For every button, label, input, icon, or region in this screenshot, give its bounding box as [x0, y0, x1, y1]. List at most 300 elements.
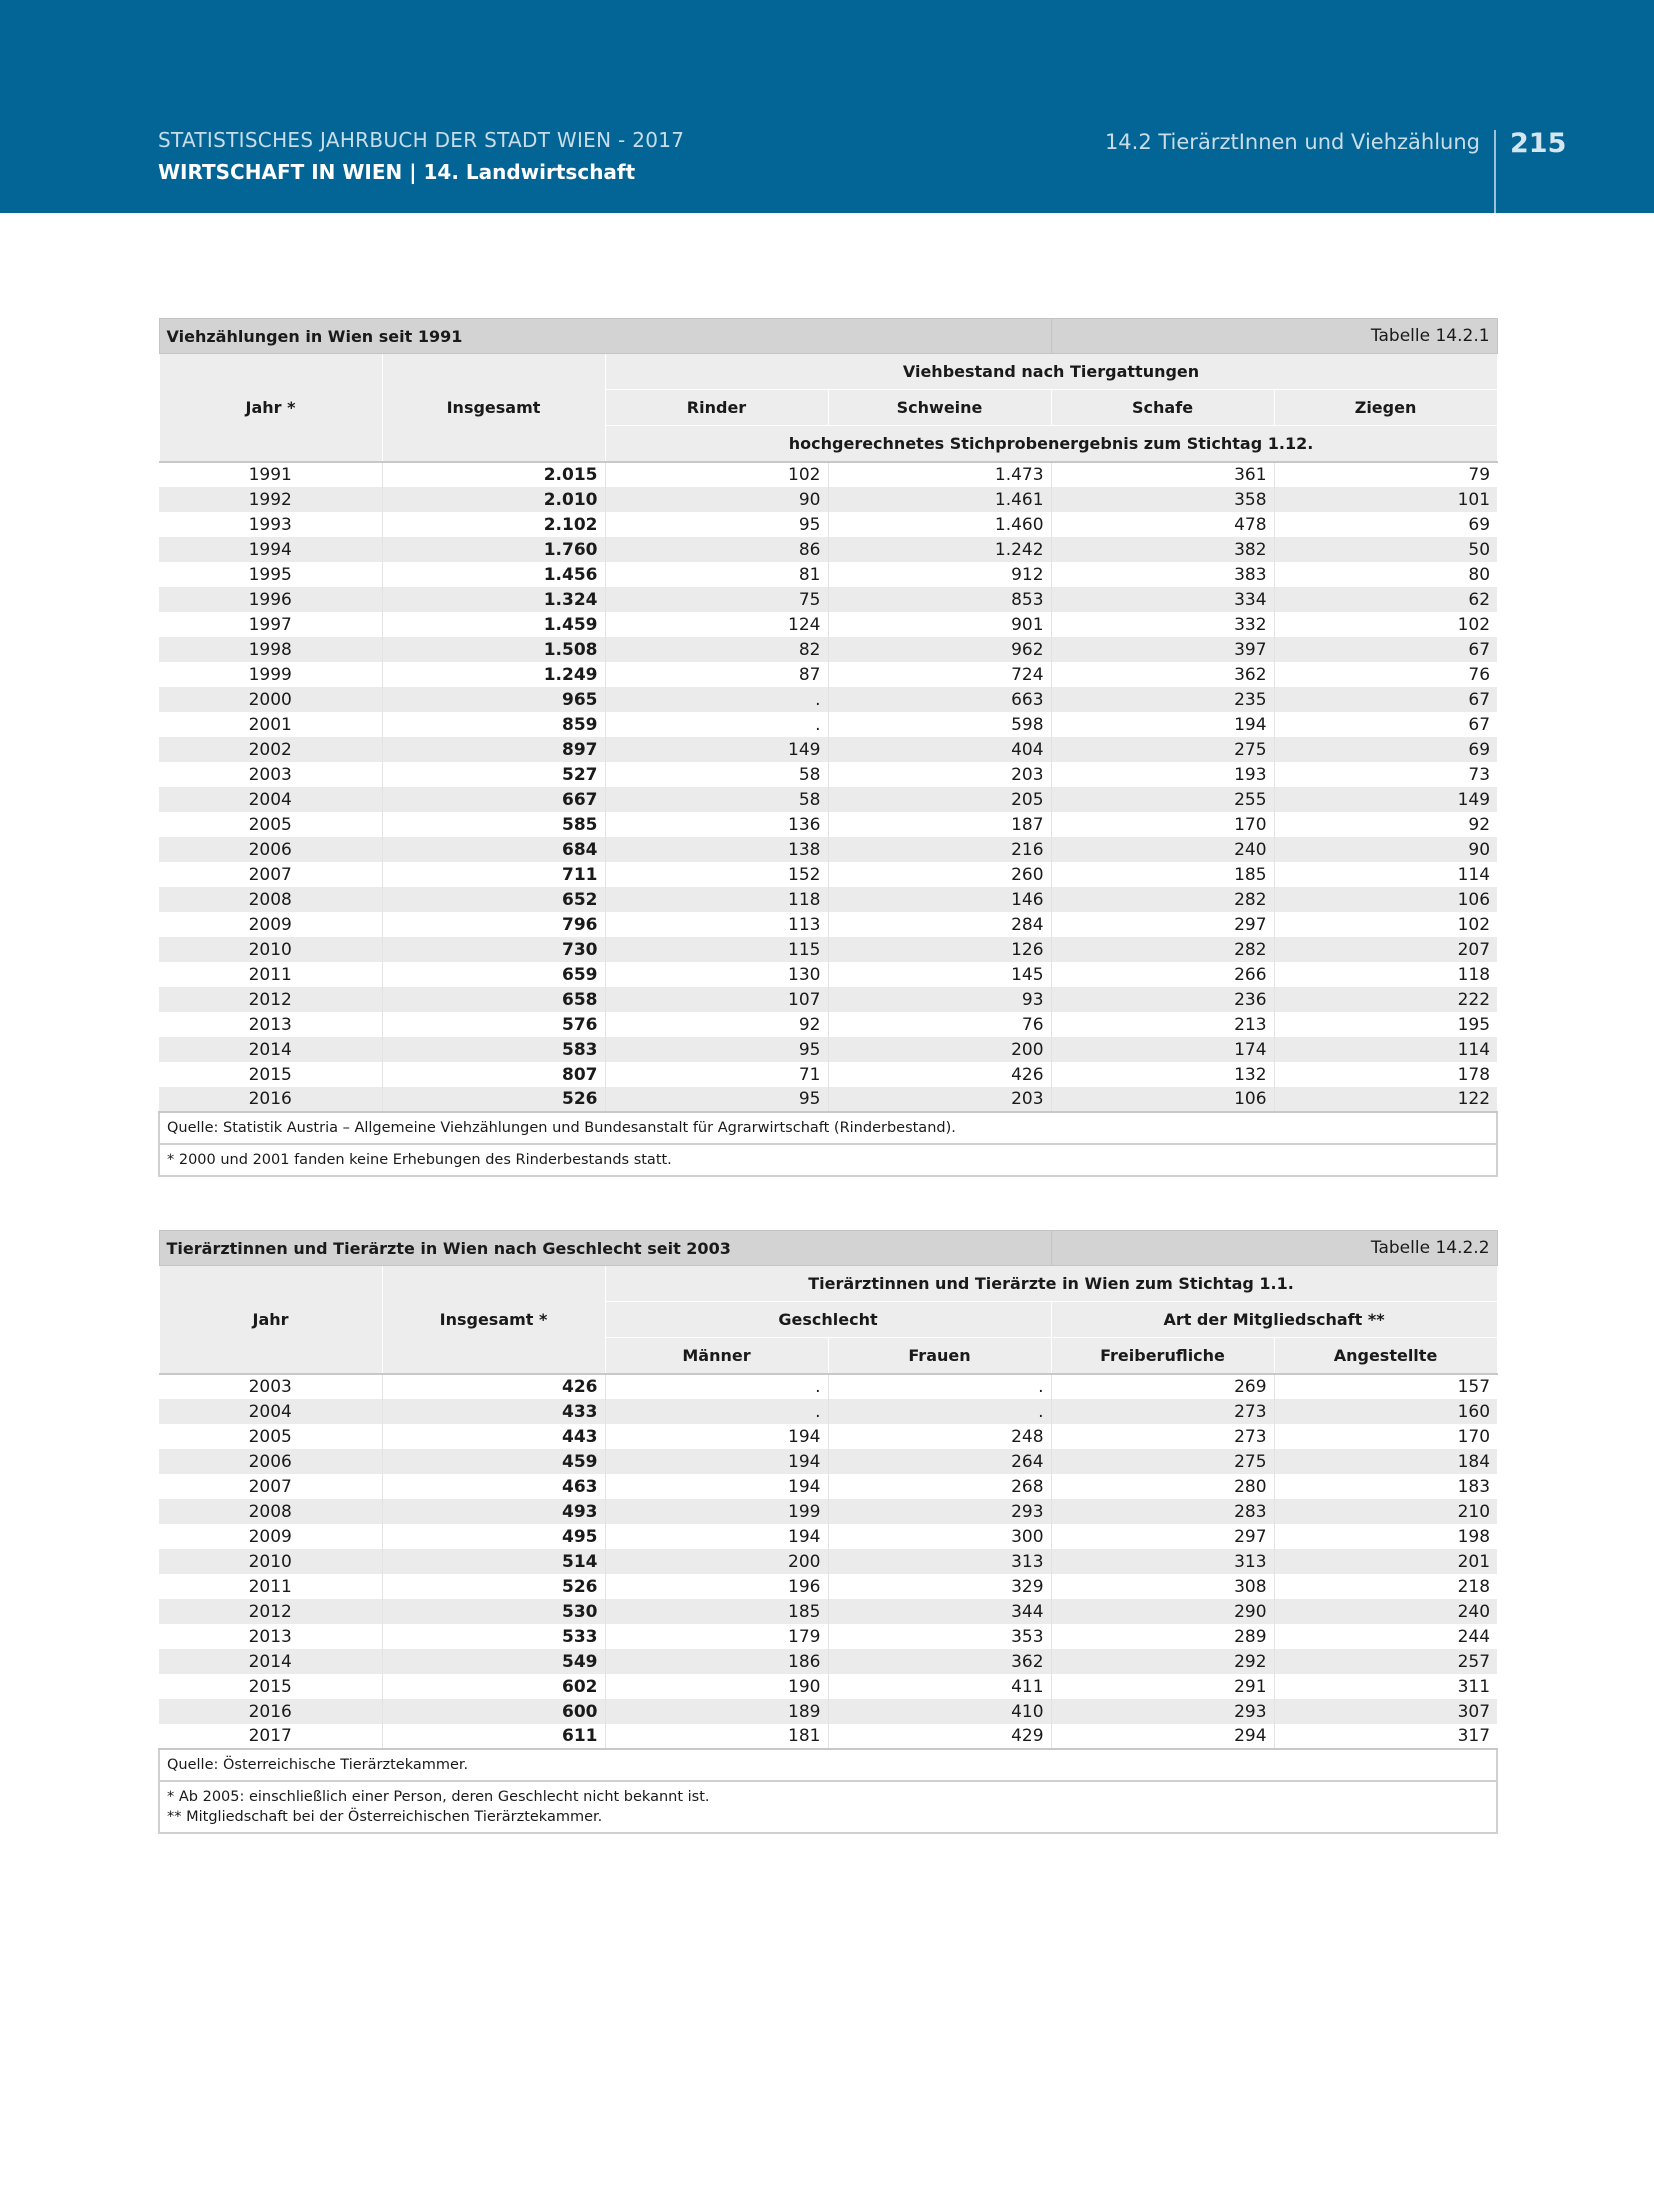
table-footnotes [159, 1781, 1497, 1833]
value-cell: 73 [1468, 764, 1491, 785]
table-row [159, 1599, 1497, 1624]
total-cell: 2.102 [382, 512, 605, 537]
table-row [159, 1724, 1497, 1749]
value-cell: 194 [605, 1449, 828, 1474]
total-cell: 667 [382, 787, 605, 812]
year-cell: 2004 [159, 787, 382, 812]
value-cell: 275 [1051, 1449, 1274, 1474]
value-cell: 58 [605, 787, 828, 812]
value-cell: 185 [1051, 862, 1274, 887]
value-cell: 50 [1274, 537, 1497, 562]
value-cell: 275 [1051, 737, 1274, 762]
value-cell: 95 [605, 1037, 828, 1062]
value-cell: 93 [828, 987, 1051, 1012]
value-cell: 170 [1051, 812, 1274, 837]
table-row [159, 637, 1497, 662]
value-cell: 289 [1051, 1624, 1274, 1649]
table-row [159, 1524, 1497, 1549]
value-cell: 307 [1274, 1699, 1497, 1724]
year-cell: 2013 [159, 1012, 382, 1037]
value-cell: 181 [605, 1724, 828, 1749]
year-cell: 1998 [159, 637, 382, 662]
year-cell: 2010 [159, 937, 382, 962]
value-cell: 293 [1051, 1699, 1274, 1724]
value-cell: 962 [828, 637, 1051, 662]
table-row [159, 812, 1497, 837]
table-source: Quelle: Österreichische Tierärztekammer. [159, 1749, 1497, 1781]
value-cell: 67 [1274, 637, 1497, 662]
year-cell: 2012 [159, 987, 382, 1012]
value-cell: 210 [1274, 1499, 1497, 1524]
column-subgroup-gender: Geschlecht [605, 1302, 1051, 1338]
value-cell: 75 [605, 587, 828, 612]
year-cell: 1995 [159, 562, 382, 587]
value-cell: 92 [1468, 814, 1491, 835]
total-cell: 1.459 [382, 612, 605, 637]
value-cell: 101 [1274, 487, 1497, 512]
column-group-header: Viehbestand nach Tiergattungen [605, 354, 1497, 390]
total-cell: 658 [382, 987, 605, 1012]
value-cell: 411 [828, 1674, 1051, 1699]
value-cell: 157 [1274, 1374, 1497, 1399]
section-title: 14.2 TierärztInnen und Viehzählung [1104, 130, 1480, 154]
value-cell: . [605, 687, 828, 712]
total-cell: 527 [382, 762, 605, 787]
table-row [159, 1674, 1497, 1699]
value-cell: 62 [1274, 587, 1497, 612]
table-row [159, 1424, 1497, 1449]
total-cell: 533 [382, 1624, 605, 1649]
total-cell: 659 [382, 962, 605, 987]
value-cell: 255 [1051, 787, 1274, 812]
year-cell: 1993 [159, 512, 382, 537]
value-cell: 901 [828, 612, 1051, 637]
year-cell: 1994 [159, 537, 382, 562]
year-cell: 2006 [159, 1449, 382, 1474]
table-row [159, 987, 1497, 1012]
publication-series-title: STATISTISCHES JAHRBUCH DER STADT WIEN - 2017 [158, 128, 685, 152]
table-row [159, 787, 1497, 812]
value-cell: 185 [605, 1599, 828, 1624]
value-cell: 240 [1274, 1599, 1497, 1624]
value-cell: 106 [1051, 1087, 1274, 1112]
column-header-freelance: Freiberufliche [1051, 1338, 1274, 1375]
value-cell: 291 [1051, 1674, 1274, 1699]
column-header-year: Jahr * [159, 354, 382, 463]
year-cell: 2003 [159, 762, 382, 787]
value-cell: 1.242 [828, 537, 1051, 562]
value-cell: 264 [828, 1449, 1051, 1474]
value-cell: 313 [828, 1549, 1051, 1574]
value-cell: 69 [1274, 737, 1497, 762]
table-row [159, 1574, 1497, 1599]
total-cell: 493 [382, 1499, 605, 1524]
value-cell: 240 [1051, 837, 1274, 862]
total-cell: 426 [382, 1374, 605, 1399]
value-cell: 170 [1457, 1426, 1491, 1447]
table-row [159, 1624, 1497, 1649]
value-cell: 187 [828, 812, 1051, 837]
table-row [159, 537, 1497, 562]
year-cell: 2011 [159, 1574, 382, 1599]
value-cell: 1.473 [828, 462, 1051, 487]
value-cell: 174 [1051, 1037, 1274, 1062]
total-cell: 1.760 [382, 537, 605, 562]
table-row [159, 562, 1497, 587]
total-cell: 526 [382, 1087, 605, 1112]
value-cell: 203 [828, 762, 1051, 787]
value-cell: 236 [1051, 987, 1274, 1012]
year-cell: 1992 [159, 487, 382, 512]
year-cell: 1991 [159, 462, 382, 487]
value-cell: 478 [1051, 512, 1274, 537]
value-cell: 138 [605, 837, 828, 862]
value-cell: 102 [1457, 614, 1491, 635]
table-footnote: * 2000 und 2001 fanden keine Erhebungen des Rinderbestands statt. [159, 1144, 1497, 1176]
total-cell: 2.015 [382, 462, 605, 487]
value-cell: 912 [828, 562, 1051, 587]
table-row [159, 1374, 1497, 1399]
value-cell: 95 [605, 512, 828, 537]
value-cell: 79 [1274, 462, 1497, 487]
total-cell: 1.508 [382, 637, 605, 662]
value-cell: . [828, 1374, 1051, 1399]
table-row [159, 862, 1497, 887]
value-cell: 308 [1051, 1574, 1274, 1599]
table-number: Tabelle 14.2.1 [1051, 319, 1497, 354]
page-number: 215 [1510, 128, 1567, 159]
value-cell: 235 [1051, 687, 1274, 712]
column-header-cattle: Rinder [605, 390, 828, 426]
value-cell: 107 [605, 987, 828, 1012]
total-cell: 585 [382, 812, 605, 837]
value-cell: 200 [605, 1549, 828, 1574]
column-header-total: Insgesamt * [382, 1266, 605, 1375]
value-cell: 293 [828, 1499, 1051, 1524]
total-cell: 530 [382, 1599, 605, 1624]
value-cell: 207 [1274, 937, 1497, 962]
value-cell: 183 [1457, 1476, 1491, 1497]
table-row [159, 1499, 1497, 1524]
total-cell: 549 [382, 1649, 605, 1674]
table-row [159, 687, 1497, 712]
value-cell: 198 [1457, 1526, 1491, 1547]
total-cell: 684 [382, 837, 605, 862]
chapter-title: WIRTSCHAFT IN WIEN | 14. Landwirtschaft [158, 160, 636, 184]
value-cell: 199 [605, 1499, 828, 1524]
value-cell: 194 [1051, 712, 1274, 737]
value-cell: 426 [828, 1062, 1051, 1087]
value-cell: 282 [1051, 937, 1274, 962]
table-row [159, 487, 1497, 512]
year-cell: 2000 [159, 687, 382, 712]
column-subgroup-membership: Art der Mitgliedschaft ** [1051, 1302, 1497, 1338]
table-row [159, 1449, 1497, 1474]
year-cell: 2014 [159, 1037, 382, 1062]
value-cell: 297 [1051, 912, 1274, 937]
value-cell: 196 [605, 1574, 828, 1599]
value-cell: 149 [605, 737, 828, 762]
value-cell: 358 [1051, 487, 1274, 512]
column-header-year: Jahr [159, 1266, 382, 1375]
year-cell: 2016 [159, 1087, 382, 1112]
total-cell: 652 [382, 887, 605, 912]
value-cell: . [605, 1399, 828, 1424]
table-row [159, 512, 1497, 537]
year-cell: 2009 [159, 1524, 382, 1549]
value-cell: 194 [605, 1474, 828, 1499]
year-cell: 1997 [159, 612, 382, 637]
year-cell: 2007 [159, 1474, 382, 1499]
value-cell: 122 [1274, 1087, 1497, 1112]
value-cell: 126 [828, 937, 1051, 962]
value-cell: 80 [1468, 564, 1491, 585]
value-cell: 397 [1051, 637, 1274, 662]
table-row [159, 912, 1497, 937]
value-cell: 292 [1051, 1649, 1274, 1674]
value-cell: 145 [828, 962, 1051, 987]
value-cell: 1.460 [828, 512, 1051, 537]
total-cell: 602 [382, 1674, 605, 1699]
year-cell: 2005 [159, 1424, 382, 1449]
table-row [159, 612, 1497, 637]
total-cell: 711 [382, 862, 605, 887]
column-header-men: Männer [605, 1338, 828, 1375]
value-cell: . [605, 712, 828, 737]
value-cell: 266 [1051, 962, 1274, 987]
total-cell: 1.456 [382, 562, 605, 587]
value-cell: 222 [1274, 987, 1497, 1012]
total-cell: 807 [382, 1062, 605, 1087]
value-cell: 244 [1457, 1626, 1491, 1647]
value-cell: 334 [1051, 587, 1274, 612]
value-cell: 361 [1051, 462, 1274, 487]
value-cell: 86 [605, 537, 828, 562]
value-cell: 201 [1274, 1549, 1497, 1574]
footnote-2: ** Mitgliedschaft bei der Österreichischen Tierärztekammer. [167, 1809, 603, 1825]
value-cell: 102 [1457, 914, 1491, 935]
table-row [159, 712, 1497, 737]
table-body [159, 1374, 1497, 1749]
value-cell: 186 [605, 1649, 828, 1674]
total-cell: 526 [382, 1574, 605, 1599]
value-cell: 344 [828, 1599, 1051, 1624]
column-header-employed: Angestellte [1274, 1338, 1497, 1375]
value-cell: 724 [828, 662, 1051, 687]
year-cell: 2008 [159, 887, 382, 912]
value-cell: 195 [1457, 1014, 1491, 1035]
value-cell: 114 [1274, 1037, 1497, 1062]
table-row [159, 1549, 1497, 1574]
table-body [159, 462, 1497, 1112]
value-cell: 132 [1051, 1062, 1274, 1087]
year-cell: 2017 [159, 1724, 382, 1749]
table-row [159, 1037, 1497, 1062]
value-cell: 178 [1457, 1064, 1491, 1085]
value-cell: 102 [605, 462, 828, 487]
livestock-census-table [158, 318, 1498, 1177]
veterinarians-table [158, 1230, 1498, 1834]
table-row [159, 662, 1497, 687]
year-cell: 2015 [159, 1062, 382, 1087]
table-row [159, 1062, 1497, 1087]
value-cell: 118 [605, 887, 828, 912]
value-cell: 329 [828, 1574, 1051, 1599]
value-cell: 194 [605, 1424, 828, 1449]
year-cell: 2008 [159, 1499, 382, 1524]
value-cell: 297 [1051, 1524, 1274, 1549]
value-cell: 362 [828, 1649, 1051, 1674]
value-cell: 248 [828, 1424, 1051, 1449]
value-cell: 90 [1274, 837, 1497, 862]
page-header-banner [0, 0, 1654, 213]
header-divider [1494, 130, 1496, 213]
value-cell: 71 [605, 1062, 828, 1087]
value-cell: 382 [1051, 537, 1274, 562]
value-cell: 205 [828, 787, 1051, 812]
value-cell: 216 [828, 837, 1051, 862]
value-cell: 353 [828, 1624, 1051, 1649]
year-cell: 2003 [159, 1374, 382, 1399]
value-cell: 118 [1457, 964, 1491, 985]
total-cell: 859 [382, 712, 605, 737]
table-row [159, 937, 1497, 962]
table-row [159, 762, 1497, 787]
value-cell: 190 [605, 1674, 828, 1699]
year-cell: 2009 [159, 912, 382, 937]
value-cell: 149 [1274, 787, 1497, 812]
value-cell: 404 [828, 737, 1051, 762]
total-cell: 897 [382, 737, 605, 762]
value-cell: 67 [1468, 714, 1491, 735]
total-cell: 965 [382, 687, 605, 712]
year-cell: 2011 [159, 962, 382, 987]
total-cell: 576 [382, 1012, 605, 1037]
value-cell: 273 [1051, 1399, 1274, 1424]
value-cell: 362 [1051, 662, 1274, 687]
total-cell: 611 [382, 1724, 605, 1749]
value-cell: 429 [828, 1724, 1051, 1749]
column-group-header: Tierärztinnen und Tierärzte in Wien zum Stichtag 1.1. [605, 1266, 1497, 1302]
value-cell: 203 [828, 1087, 1051, 1112]
year-cell: 2016 [159, 1699, 382, 1724]
year-cell: 2007 [159, 862, 382, 887]
value-cell: . [828, 1399, 1051, 1424]
total-cell: 730 [382, 937, 605, 962]
value-cell: 67 [1274, 687, 1497, 712]
table-number: Tabelle 14.2.2 [1051, 1231, 1497, 1266]
value-cell: 311 [1457, 1676, 1491, 1697]
value-cell: 317 [1274, 1724, 1497, 1749]
value-cell: 95 [605, 1087, 828, 1112]
footnote-1: * Ab 2005: einschließlich einer Person, deren Geschlecht nicht bekannt ist. [167, 1789, 710, 1805]
value-cell: 69 [1468, 514, 1491, 535]
value-cell: 92 [605, 1012, 828, 1037]
value-cell: 300 [828, 1524, 1051, 1549]
value-cell: 90 [605, 487, 828, 512]
column-header-pigs: Schweine [828, 390, 1051, 426]
value-cell: 146 [828, 887, 1051, 912]
value-cell: 284 [828, 912, 1051, 937]
value-cell: 76 [828, 1012, 1051, 1037]
year-cell: 2010 [159, 1549, 382, 1574]
value-cell: 260 [828, 862, 1051, 887]
year-cell: 2013 [159, 1624, 382, 1649]
year-cell: 2014 [159, 1649, 382, 1674]
value-cell: 1.461 [828, 487, 1051, 512]
table-title: Viehzählungen in Wien seit 1991 [159, 319, 1051, 354]
total-cell: 583 [382, 1037, 605, 1062]
table-row [159, 1649, 1497, 1674]
total-cell: 459 [382, 1449, 605, 1474]
value-cell: 152 [605, 862, 828, 887]
value-cell: 179 [605, 1624, 828, 1649]
total-cell: 514 [382, 1549, 605, 1574]
year-cell: 2001 [159, 712, 382, 737]
value-cell: 124 [605, 612, 828, 637]
value-cell: 663 [828, 687, 1051, 712]
table-row [159, 1399, 1497, 1424]
value-cell: 218 [1457, 1576, 1491, 1597]
year-cell: 2015 [159, 1674, 382, 1699]
value-cell: 194 [605, 1524, 828, 1549]
table-row [159, 1699, 1497, 1724]
total-cell: 2.010 [382, 487, 605, 512]
value-cell: 81 [605, 562, 828, 587]
table-title: Tierärztinnen und Tierärzte in Wien nach Geschlecht seit 2003 [159, 1231, 1051, 1266]
total-cell: 433 [382, 1399, 605, 1424]
value-cell: 213 [1051, 1012, 1274, 1037]
total-cell: 443 [382, 1424, 605, 1449]
value-cell: 283 [1051, 1499, 1274, 1524]
value-cell: 113 [605, 912, 828, 937]
table-row [159, 837, 1497, 862]
value-cell: 106 [1274, 887, 1497, 912]
value-cell: 294 [1051, 1724, 1274, 1749]
year-cell: 1996 [159, 587, 382, 612]
value-cell: 410 [828, 1699, 1051, 1724]
value-cell: 130 [605, 962, 828, 987]
total-cell: 600 [382, 1699, 605, 1724]
value-cell: 853 [828, 587, 1051, 612]
value-cell: 160 [1274, 1399, 1497, 1424]
value-cell: 269 [1051, 1374, 1274, 1399]
value-cell: 58 [605, 762, 828, 787]
total-cell: 463 [382, 1474, 605, 1499]
table-row [159, 737, 1497, 762]
table-row [159, 962, 1497, 987]
value-cell: 282 [1051, 887, 1274, 912]
table-row [159, 587, 1497, 612]
value-cell: 332 [1051, 612, 1274, 637]
table-source: Quelle: Statistik Austria – Allgemeine Viehzählungen und Bundesanstalt für Agrarwirtschaft (Rinderbestand). [159, 1112, 1497, 1144]
year-cell: 2002 [159, 737, 382, 762]
total-cell: 796 [382, 912, 605, 937]
year-cell: 2012 [159, 1599, 382, 1624]
value-cell: 184 [1274, 1449, 1497, 1474]
column-header-total: Insgesamt [382, 354, 605, 463]
value-cell: . [605, 1374, 828, 1399]
value-cell: 136 [605, 812, 828, 837]
total-cell: 1.324 [382, 587, 605, 612]
column-header-goats: Ziegen [1274, 390, 1497, 426]
table-row [159, 1087, 1497, 1112]
value-cell: 598 [828, 712, 1051, 737]
value-cell: 290 [1051, 1599, 1274, 1624]
value-cell: 313 [1051, 1549, 1274, 1574]
column-subnote: hochgerechnetes Stichprobenergebnis zum Stichtag 1.12. [605, 426, 1497, 463]
value-cell: 114 [1457, 864, 1491, 885]
